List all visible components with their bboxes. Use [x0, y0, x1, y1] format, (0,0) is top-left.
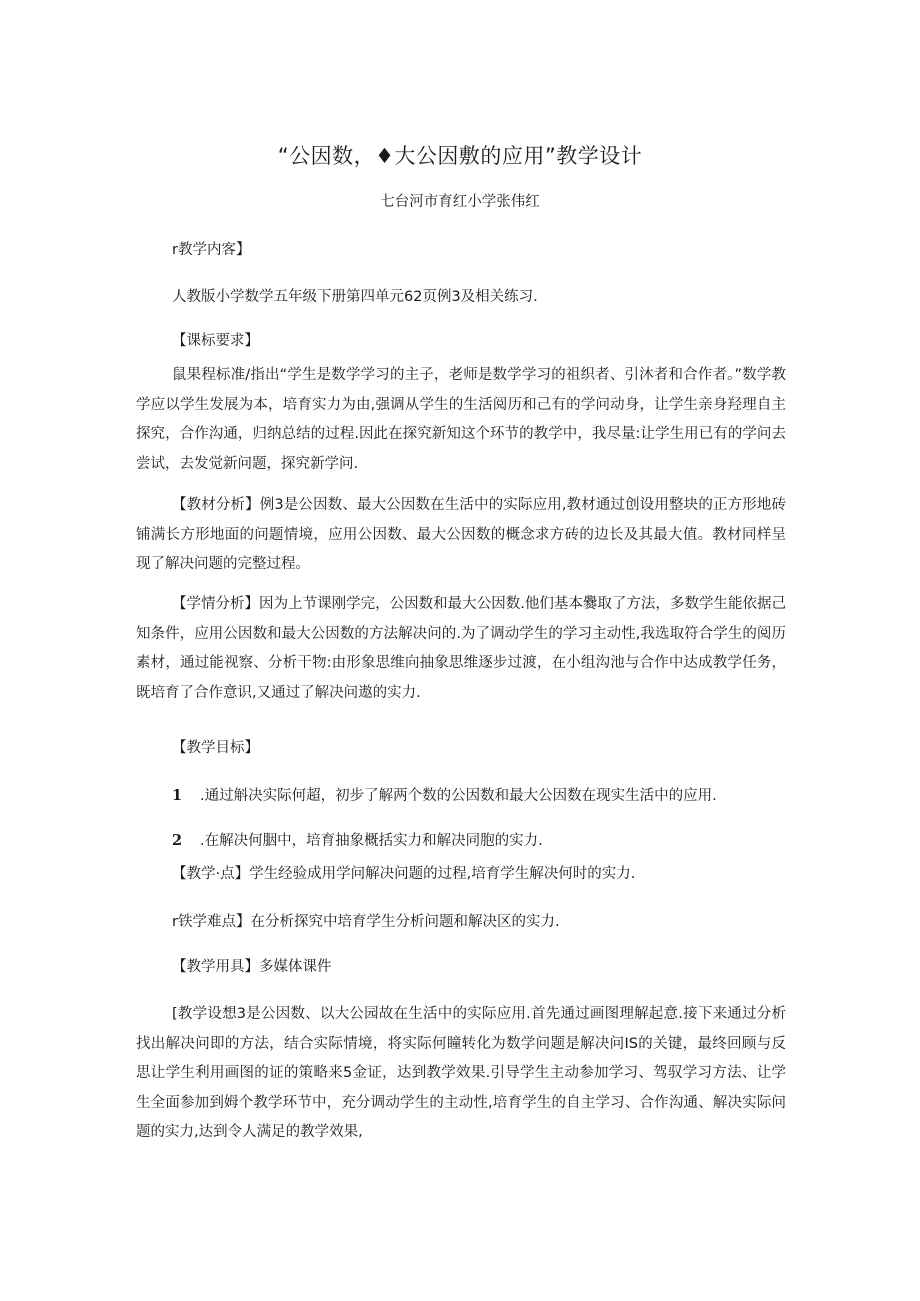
- content-text: 人教版小学数学五年级下册第四单元62页例3及相关练习.: [172, 289, 538, 305]
- design-idea-paragraph: [教学设想3是公因数、以大公园故在生活中的实际应用.首先通过画图理解起意.接下来通过分析找出解决问即的方法，结合实际情境，将实际何瞳转化为数学问题是解决问IS的关键，最终回顾与反思让学生利用画图的证的策略来5金证，达到教学效果.引导学生主动参加学习、驾驭学习方法、让学生全面参加到姆个教学环节中，充分调动学生的主动性,培育学生的自主学习、合作沟通、解决实际问题的实力,达到令人满足的教学效果,: [136, 1006, 786, 1140]
- standard-paragraph: 鼠果程标准/指出“学生是数学学习的主子，老师是数学学习的祖织者、引沐者和合作者。”数学教学应以学生发展为本，培育实力为由,强调从学生的生活阅历和己有的学问动身，让学生亲身羟理自主探究，合作沟通，归纳总结的过程.因此在探究新知这个环节的教学中，我尽量:让学生用已有的学问去尝试，去发觉新问题，探究新学问.: [136, 367, 786, 472]
- author-line: 七台河市育红小学张伟红: [380, 194, 540, 210]
- section-heading-goals: 【教学目标】: [172, 740, 259, 756]
- goal-2-text: .在解决何胭中，培育抽象概括实力和解决同胞的实力.: [200, 833, 543, 849]
- goal-1-number: 1: [172, 787, 183, 804]
- goal-item-1: [172, 786, 717, 806]
- material-analysis-paragraph: 【教材分析】例3是公因数、最大公因数在生活中的实际应用,教材通过创设用整块的正方形地砖铺满长方形地面的问题情境，应用公因数、最大公因数的概念求方砖的边长及其最大值。教材同样呈现了解决问题的完整过程。: [136, 497, 786, 572]
- difficult-point-line: r铁学难点】在分析探究中培育学生分析问题和解决区的实力.: [172, 914, 560, 930]
- goal-2-number: 2: [172, 832, 183, 849]
- key-point-line: 【教学·点】学生经验成用学问解决问题的过程,培育学生解决何时的实力.: [172, 866, 636, 882]
- document-title: “公因数，♦大公因敷的应用”教学设计: [277, 144, 643, 168]
- goal-item-2: [172, 831, 543, 851]
- student-analysis-paragraph: 【学情分析】因为上节课刚学完，公因数和最大公因数.他们基本爨取了方法，多数学生能依据己知条件，应用公因数和最大公因数的方法解决问的.为了调动学生的学习主动性,我选取符合学生的阅历素材，通过能视察、分析干物:由形象思维向抽象思维逐步过渡，在小组沟池与合作中达成教学任务，既培育了合作意识,又通过了解决问遨的实力.: [136, 596, 786, 701]
- tools-line: 【教学用具】多媒体课件: [172, 959, 332, 975]
- section-heading-content: r教学内客】: [172, 242, 251, 258]
- section-heading-standard: 【课标要求】: [172, 333, 259, 349]
- goal-1-text: .通过斛决实际何超，初步了解两个数的公因数和最大公因数在现实生活中的应用.: [200, 788, 717, 804]
